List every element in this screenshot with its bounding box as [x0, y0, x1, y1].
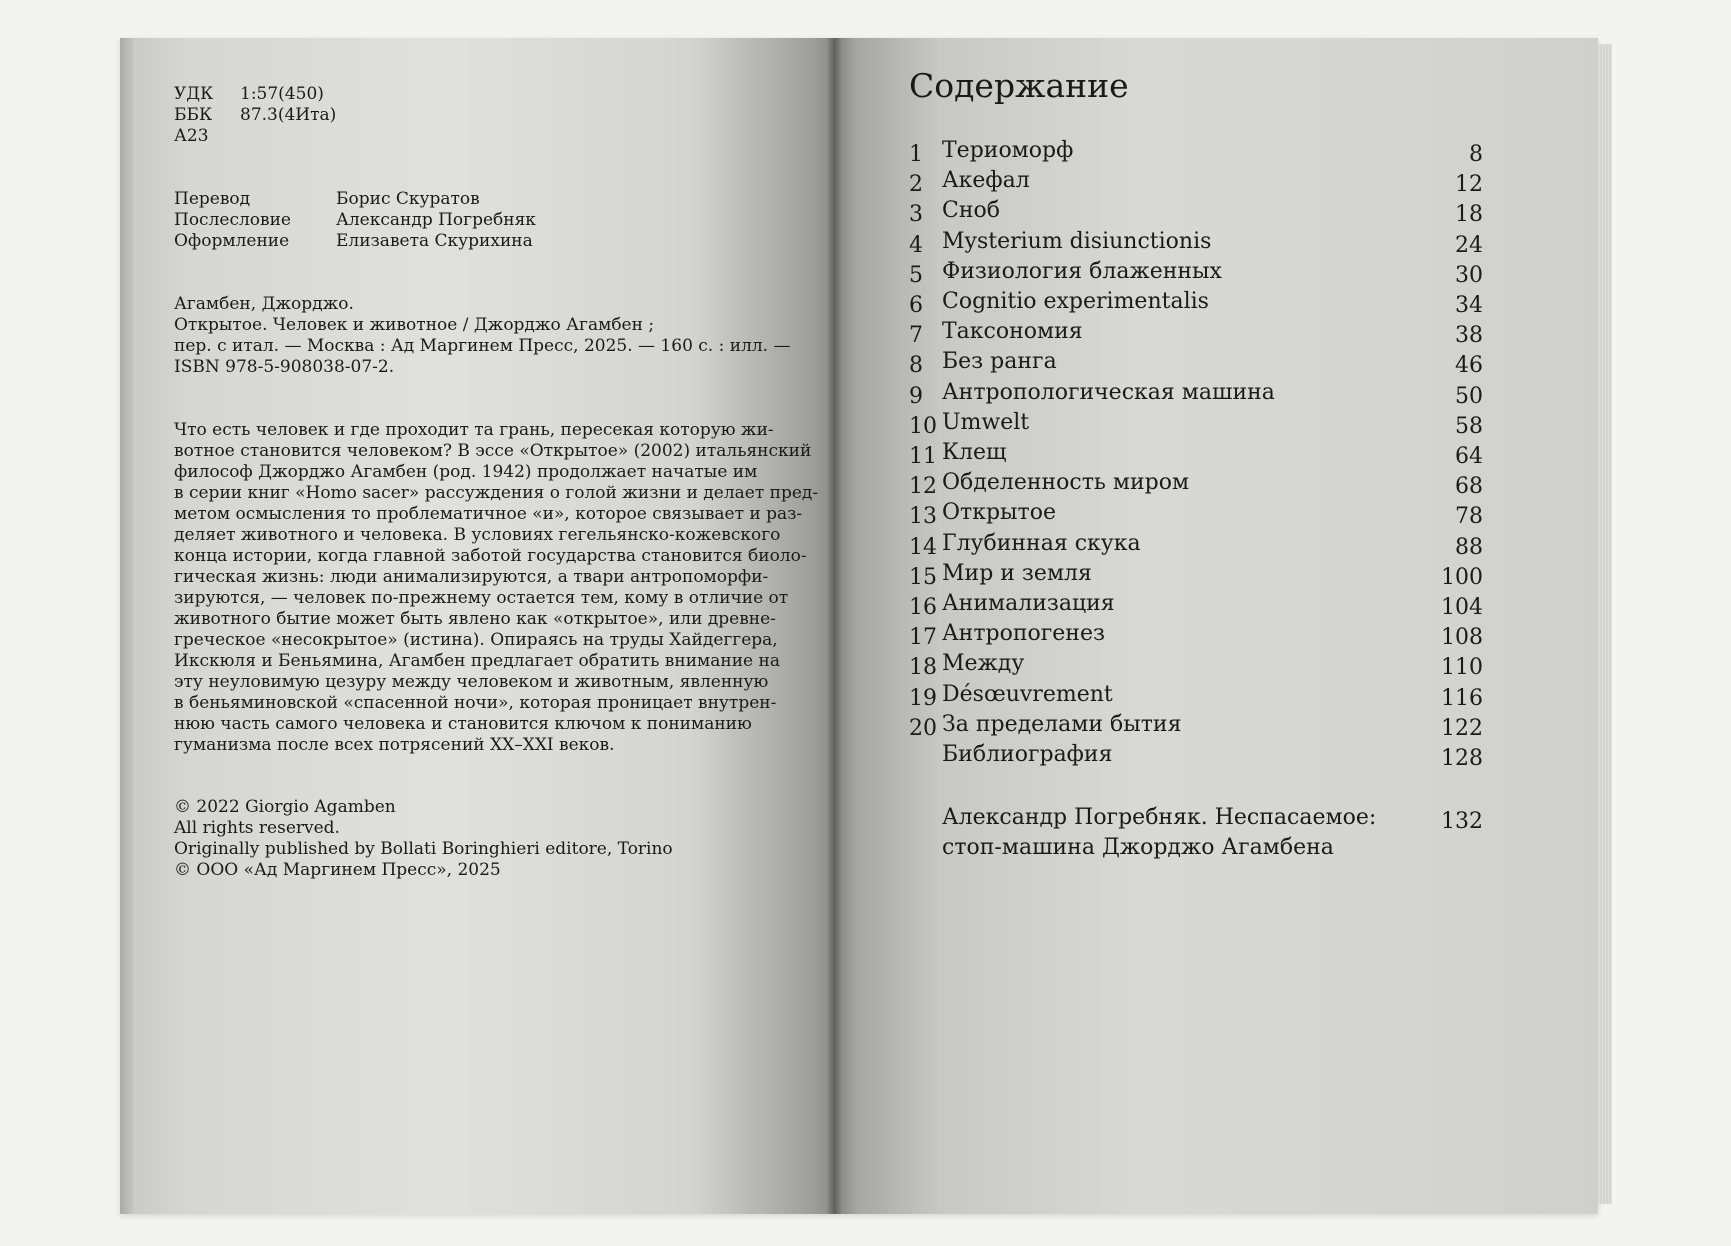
- toc-entry-title: Désœuvrement: [942, 681, 1113, 707]
- toc-entry-page: 122: [1441, 715, 1483, 741]
- toc-afterword-page: 132: [1441, 809, 1483, 834]
- toc-entry-title: Cognitio experimentalis: [942, 289, 1209, 314]
- toc-entry: [909, 529, 1483, 559]
- toc-entry-page: 100: [1441, 564, 1483, 590]
- copyright-line: All rights reserved.: [174, 818, 340, 838]
- annotation-line: конца истории, когда главной заботой государства становится биоло-: [174, 546, 807, 566]
- udk-label: УДК: [174, 84, 214, 104]
- toc-entry-number: 4: [909, 232, 923, 258]
- toc-entry-number: 8: [909, 353, 923, 379]
- toc-entry: [909, 227, 1483, 257]
- toc-entry-page: 108: [1441, 625, 1483, 651]
- annotation-line: метом осмысления то проблематичное «и», которое связывает и раз-: [174, 504, 803, 524]
- annotation-line: греческое «несокрытое» (истина). Опираясь на труды Хайдеггера,: [174, 630, 778, 650]
- toc-entry-title: Мир и земля: [942, 560, 1092, 586]
- toc-entry: [909, 468, 1483, 498]
- toc-title: Содержание: [909, 66, 1129, 105]
- annotation: [174, 420, 819, 756]
- bbk-value: 87.3(4Ита): [240, 105, 337, 125]
- toc-afterword-line1: Александр Погребняк. Неспасаемое:: [942, 805, 1377, 830]
- annotation-line: деляет животного и человека. В условиях гегельянско-кожевского: [174, 525, 781, 545]
- annotation-line: зируются, — человек по-прежнему остается тем, кому в отличие от: [174, 588, 789, 608]
- annotation-line: в серии книг «Homo sacer» рассуждения о голой жизни и делает пред-: [174, 483, 819, 503]
- copyright-line: © 2022 Giorgio Agamben: [174, 797, 396, 817]
- toc-entry-title: За пределами бытия: [942, 711, 1182, 737]
- toc-entry: [909, 710, 1483, 740]
- toc-entry-page: 8: [1469, 142, 1483, 167]
- toc-entry-number: 14: [909, 534, 937, 560]
- toc-entry: [909, 740, 1483, 770]
- bib-line: ISBN 978-5-908038-07-2.: [174, 357, 395, 377]
- toc-entry-number: 13: [909, 504, 937, 530]
- credit-role: Перевод: [174, 189, 251, 209]
- toc-entry-page: 64: [1455, 444, 1483, 469]
- toc-entry-number: 16: [909, 595, 937, 620]
- toc-entry-title: Антропогенез: [942, 621, 1105, 647]
- annotation-line: вотное становится человеком? В эссе «Открытое» (2002) итальянский: [174, 441, 812, 461]
- toc-entry: [909, 498, 1483, 528]
- toc-entry: [909, 378, 1483, 408]
- toc-entry-title: Библиография: [942, 742, 1113, 767]
- toc-entry-title: Mysterium disiunctionis: [942, 228, 1212, 254]
- toc-entry-title: Обделенность миром: [942, 470, 1190, 496]
- toc-entry-number: 7: [909, 323, 923, 349]
- toc-entry-number: 20: [909, 715, 937, 741]
- credit-name: Александр Погребняк: [336, 210, 536, 230]
- bibliographic-record: [174, 294, 791, 378]
- toc-entry: [909, 347, 1483, 377]
- toc-entry-title: Анимализация: [942, 591, 1115, 616]
- toc-entry-title: Сноб: [942, 198, 1000, 224]
- toc-entry: [909, 287, 1483, 317]
- toc-entry-number: 10: [909, 413, 937, 439]
- toc-entry-page: 24: [1455, 232, 1483, 258]
- toc-entry-title: Открытое: [942, 500, 1056, 526]
- toc-entry-page: 46: [1455, 353, 1483, 379]
- toc-entry-page: 58: [1455, 413, 1483, 439]
- toc-entry: [909, 680, 1483, 710]
- page-edges: [1598, 44, 1612, 1204]
- author-mark: А23: [174, 126, 209, 146]
- toc-entry-number: 9: [909, 383, 923, 409]
- toc-entry-page: 34: [1455, 293, 1483, 318]
- toc-entry-page: 110: [1441, 655, 1483, 681]
- bbk-label: ББК: [174, 105, 213, 125]
- toc-entry-page: 50: [1455, 383, 1483, 409]
- toc-entry-number: 12: [909, 474, 937, 500]
- toc-entry: [909, 649, 1483, 679]
- toc-entry-number: 17: [909, 625, 937, 651]
- toc-entry-page: 128: [1441, 746, 1483, 771]
- toc-entry-page: 12: [1455, 172, 1483, 198]
- toc-entry-title: Териоморф: [942, 138, 1074, 163]
- udk-line: [174, 84, 324, 105]
- toc-entry: [909, 317, 1483, 347]
- credit-translation: [174, 189, 480, 210]
- toc-entry-page: 116: [1441, 685, 1483, 711]
- annotation-line: в беньяминовской «спасенной ночи», которая проницает внутрен-: [174, 693, 777, 713]
- book-gutter: [826, 38, 842, 1214]
- copyright-block: [174, 797, 774, 881]
- credit-role: Послесловие: [174, 210, 291, 230]
- toc-entry: [909, 589, 1483, 619]
- toc-entry: [909, 619, 1483, 649]
- toc-entry: [909, 257, 1483, 287]
- toc-entry-title: Глубинная скука: [942, 530, 1141, 556]
- credit-name: Борис Скуратов: [336, 189, 480, 209]
- toc-entry-title: Антропологическая машина: [942, 379, 1275, 405]
- toc-entry-page: 30: [1455, 262, 1483, 288]
- toc-entry-number: 5: [909, 262, 923, 288]
- toc-entry-title: Без ранга: [942, 349, 1057, 375]
- annotation-line: философ Джорджо Агамбен (род. 1942) продолжает начатые им: [174, 462, 758, 482]
- annotation-line: Икскюля и Беньямина, Агамбен предлагает обратить внимание на: [174, 651, 780, 671]
- credit-design: [174, 231, 533, 252]
- toc-entry-title: Umwelt: [942, 409, 1030, 435]
- bbk-line: [174, 105, 336, 126]
- toc-entry-title: Акефал: [942, 168, 1030, 194]
- bib-line: пер. с итал. — Москва : Ад Маргинем Пресс, 2025. — 160 с. : илл. —: [174, 336, 791, 356]
- toc-entry-number: 6: [909, 293, 923, 318]
- toc-entry-title: Таксономия: [942, 319, 1083, 345]
- toc-entry: [909, 438, 1483, 468]
- copyright-line: Originally published by Bollati Boringhieri editore, Torino: [174, 839, 673, 859]
- annotation-line: гическая жизнь: люди анимализируются, а твари антропоморфи-: [174, 567, 769, 587]
- annotation-line: эту неуловимую цезуру между человеком и животным, явленную: [174, 672, 769, 692]
- annotation-line: нюю часть самого человека и становится ключом к пониманию: [174, 714, 752, 734]
- bib-line: Открытое. Человек и животное / Джорджо Агамбен ;: [174, 315, 655, 335]
- toc-entry-page: 18: [1455, 202, 1483, 228]
- toc-entry-page: 68: [1455, 474, 1483, 500]
- annotation-line: гуманизма после всех потрясений XX–XXI веков.: [174, 735, 615, 755]
- toc-entry-page: 88: [1455, 534, 1483, 560]
- toc-entry-page: 78: [1455, 504, 1483, 530]
- toc-entry-title: Физиология блаженных: [942, 258, 1222, 284]
- toc-entry-title: Между: [942, 651, 1025, 677]
- toc-entry: [909, 136, 1483, 166]
- credit-role: Оформление: [174, 231, 290, 251]
- toc-entry: [909, 559, 1483, 589]
- annotation-line: Что есть человек и где проходит та грань, пересекая которую жи-: [174, 420, 774, 440]
- toc-entry-title: Клещ: [942, 440, 1007, 465]
- toc-entry: [909, 166, 1483, 196]
- toc-entry: [909, 196, 1483, 226]
- toc-entry-number: 19: [909, 685, 937, 711]
- toc-entry-number: 3: [909, 202, 923, 228]
- credit-name: Елизавета Скурихина: [336, 231, 533, 251]
- credit-afterword: [174, 210, 536, 231]
- toc-entry-number: 11: [909, 444, 937, 469]
- toc-entry-page: 104: [1441, 595, 1483, 620]
- copyright-line: © ООО «Ад Маргинем Пресс», 2025: [174, 860, 501, 880]
- toc-entry-page: 38: [1455, 323, 1483, 349]
- toc-entry-number: 18: [909, 655, 937, 681]
- toc-entry-number: 1: [909, 142, 923, 167]
- toc-entry-number: 2: [909, 172, 923, 198]
- toc-entry: [909, 408, 1483, 438]
- annotation-line: животного бытие может быть явлено как «открытое», или древне-: [174, 609, 776, 629]
- udk-value: 1:57(450): [240, 84, 324, 104]
- toc-afterword-line2: стоп-машина Джорджо Агамбена: [942, 835, 1334, 860]
- toc-entry-number: 15: [909, 564, 937, 590]
- bib-line: Агамбен, Джорджо.: [174, 294, 354, 314]
